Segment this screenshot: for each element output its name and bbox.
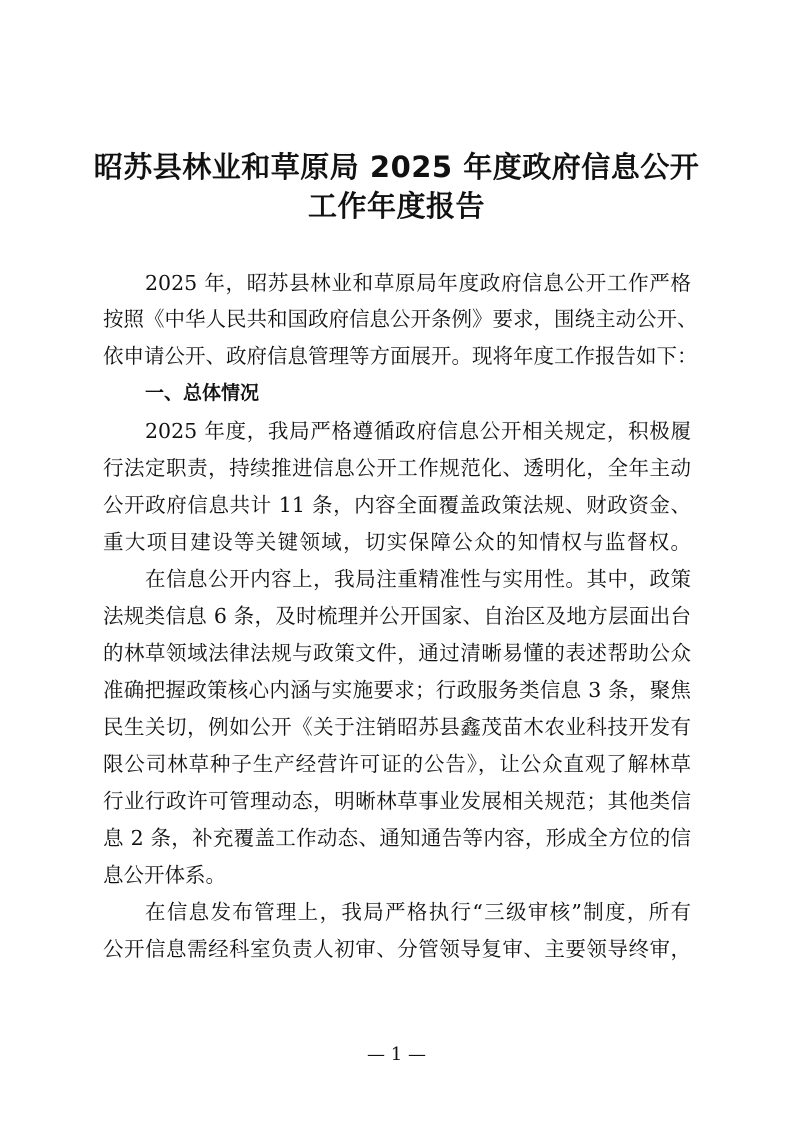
- paragraph2-line-6: 限公司林草种子生产经营许可证的公告》，让公众直观了解林草: [103, 752, 691, 776]
- intro-line-3: 依申请公开、政府信息管理等方面展开。现将年度工作报告如下：: [103, 344, 698, 368]
- document-title-line-1: 昭苏县林业和草原局 2025 年度政府信息公开: [93, 150, 700, 184]
- paragraph2-line-7: 行业行政许可管理动态，明晰林草事业发展相关规范；其他类信: [103, 789, 691, 813]
- paragraph3-line-1: 在信息发布管理上，我局严格执行“三级审核”制度，所有: [145, 900, 691, 924]
- paragraph2-line-1: 在信息公开内容上，我局注重精准性与实用性。其中，政策: [145, 567, 691, 591]
- paragraph1-line-4: 重大项目建设等关键领域，切实保障公众的知情权与监督权。: [103, 530, 691, 554]
- paragraph3-line-2: 公开信息需经科室负责人初审、分管领导复审、主要领导终审，: [103, 937, 691, 961]
- paragraph2-line-4: 准确把握政策核心内涵与实施要求；行政服务类信息 3 条，聚焦: [103, 678, 691, 702]
- paragraph2-line-3: 的林草领域法律法规与政策文件，通过清晰易懂的表述帮助公众: [103, 641, 691, 665]
- paragraph2-line-8: 息 2 条，补充覆盖工作动态、通知通告等内容，形成全方位的信: [103, 826, 691, 850]
- paragraph1-line-1: 2025 年度，我局严格遵循政府信息公开相关规定，积极履: [145, 419, 691, 443]
- section-heading-overview: 一、总体情况: [145, 382, 260, 404]
- intro-line-2: 按照《中华人民共和国政府信息公开条例》要求，围绕主动公开、: [103, 307, 698, 331]
- paragraph2-line-9: 息公开体系。: [103, 863, 226, 887]
- intro-line-1: 2025 年，昭苏县林业和草原局年度政府信息公开工作严格: [145, 271, 691, 295]
- paragraph2-line-5: 民生关切，例如公开《关于注销昭苏县鑫茂苗木农业科技开发有: [103, 715, 691, 739]
- paragraph1-line-3: 公开政府信息共计 11 条，内容全面覆盖政策法规、财政资金、: [103, 493, 691, 517]
- page-number: — 1 —: [367, 1044, 426, 1065]
- paragraph1-line-2: 行法定职责，持续推进信息公开工作规范化、透明化，全年主动: [103, 456, 691, 480]
- document-title-line-2: 工作年度报告: [307, 189, 485, 223]
- paragraph2-line-2: 法规类信息 6 条，及时梳理并公开国家、自治区及地方层面出台: [103, 604, 691, 628]
